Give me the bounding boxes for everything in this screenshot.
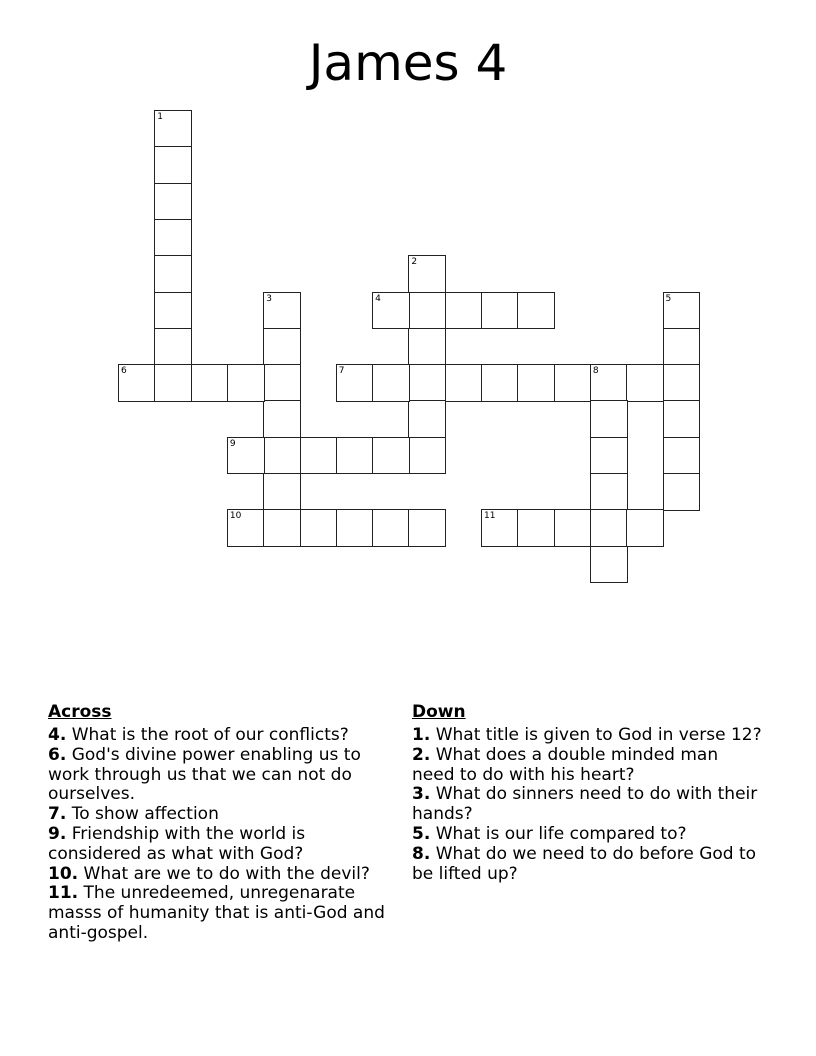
down-heading: Down — [412, 702, 466, 722]
cell-number: 8 — [592, 366, 599, 377]
down-clue — [412, 845, 762, 885]
grid-cell[interactable] — [663, 292, 701, 330]
grid-cell[interactable] — [408, 509, 446, 547]
grid-cell[interactable] — [590, 473, 628, 511]
grid-cell[interactable] — [445, 364, 483, 402]
grid-cell[interactable] — [300, 437, 338, 475]
clue-text: What do sinners need to do with their hands? — [412, 784, 758, 825]
cell-number: 1 — [157, 112, 164, 122]
grid-cell[interactable] — [481, 364, 519, 402]
clue-number: 11. — [48, 883, 79, 904]
clue-text: What do we need to do before God to be lifted up? — [412, 843, 757, 884]
grid-cell[interactable] — [517, 292, 555, 330]
grid-cell[interactable] — [154, 219, 192, 257]
grid-cell[interactable] — [517, 364, 555, 402]
grid-cell[interactable] — [372, 509, 410, 547]
down-clues — [412, 702, 762, 884]
grid-cell[interactable] — [590, 437, 628, 475]
across-heading: Across — [48, 702, 112, 722]
across-clue — [48, 825, 400, 865]
grid-cell[interactable] — [154, 364, 192, 402]
cell-number: 2 — [411, 257, 418, 268]
grid-cell[interactable] — [336, 509, 374, 547]
grid-cell[interactable] — [590, 364, 628, 402]
grid-cell[interactable] — [663, 473, 701, 511]
cell-number: 6 — [121, 366, 127, 377]
across-clue — [48, 884, 400, 943]
clue-text: What are we to do with the devil? — [83, 863, 370, 884]
grid-cell[interactable] — [191, 364, 229, 402]
grid-cell[interactable] — [372, 292, 410, 330]
clue-number: 3. — [412, 784, 431, 805]
grid-cell[interactable] — [372, 364, 410, 402]
down-clue — [412, 746, 762, 786]
grid-cell[interactable] — [481, 292, 519, 330]
cell-number: 9 — [229, 438, 236, 449]
grid-cell[interactable] — [263, 437, 301, 475]
grid-cell[interactable] — [408, 328, 446, 366]
grid-cell[interactable] — [445, 292, 483, 330]
grid-cell[interactable] — [118, 364, 156, 402]
clue-number: 6. — [48, 744, 67, 765]
grid-cell[interactable] — [663, 400, 701, 438]
down-clue — [412, 726, 762, 746]
clue-number: 8. — [412, 843, 431, 864]
grid-cell[interactable] — [154, 183, 192, 221]
clue-text: What title is given to God in verse 12? — [435, 725, 762, 745]
grid-cell[interactable] — [590, 509, 628, 547]
grid-cell[interactable] — [227, 364, 265, 402]
grid-cell[interactable] — [154, 146, 192, 184]
clue-number: 9. — [48, 823, 67, 844]
grid-cell[interactable] — [263, 328, 301, 366]
grid-cell[interactable] — [154, 292, 192, 330]
clue-text: What is the root of our conflicts? — [71, 725, 349, 745]
grid-cell[interactable] — [263, 292, 301, 330]
grid-cell[interactable] — [227, 437, 265, 475]
grid-cell[interactable] — [263, 400, 301, 438]
grid-cell[interactable] — [663, 437, 701, 475]
clue-number: 10. — [48, 863, 79, 884]
grid-cell[interactable] — [263, 364, 301, 402]
grid-cell[interactable] — [154, 255, 192, 293]
clue-number: 1. — [412, 725, 431, 745]
clue-number: 7. — [48, 804, 67, 825]
grid-cell[interactable] — [263, 473, 301, 511]
grid-cell[interactable] — [590, 546, 628, 584]
down-clue — [412, 825, 762, 845]
grid-cell[interactable] — [408, 400, 446, 438]
clue-text: The unredeemed, unregenarate masss of humanity that is anti-God and anti-gospel. — [48, 883, 385, 943]
grid-cell[interactable] — [227, 509, 265, 547]
grid-cell[interactable] — [154, 110, 192, 148]
cell-number: 5 — [665, 293, 672, 304]
grid-cell[interactable] — [408, 255, 446, 293]
cell-number: 3 — [266, 293, 272, 304]
cell-number: 4 — [375, 293, 381, 304]
clue-number: 5. — [412, 823, 431, 844]
grid-cell[interactable] — [408, 292, 446, 330]
grid-cell[interactable] — [336, 364, 374, 402]
grid-cell[interactable] — [481, 509, 519, 547]
cell-number: 10 — [229, 511, 242, 522]
grid-cell[interactable] — [554, 509, 592, 547]
clue-text: What does a double minded man need to do with his heart? — [412, 744, 719, 785]
grid-cell[interactable] — [300, 509, 338, 547]
grid-cell[interactable] — [154, 328, 192, 366]
grid-cell[interactable] — [554, 364, 592, 402]
cell-number: 7 — [338, 366, 345, 377]
grid-cell[interactable] — [408, 437, 446, 475]
grid-cell[interactable] — [626, 364, 664, 402]
clue-text: To show affection — [71, 804, 219, 825]
across-clue — [48, 726, 400, 746]
clue-number: 2. — [412, 744, 431, 765]
grid-cell[interactable] — [626, 509, 664, 547]
across-clue — [48, 746, 400, 805]
grid-cell[interactable] — [336, 437, 374, 475]
grid-cell[interactable] — [408, 364, 446, 402]
grid-cell[interactable] — [372, 437, 410, 475]
across-clues — [48, 702, 400, 944]
grid-cell[interactable] — [263, 509, 301, 547]
grid-cell[interactable] — [590, 400, 628, 438]
clue-text: God's divine power enabling us to work through us that we can not do ourselves. — [48, 744, 361, 805]
page-title: James 4 — [308, 34, 508, 92]
clue-text: Friendship with the world is considered as what with God? — [48, 823, 306, 864]
clue-number: 4. — [48, 725, 67, 745]
across-clue — [48, 865, 400, 885]
grid-cell[interactable] — [663, 328, 701, 366]
grid-cell[interactable] — [517, 509, 555, 547]
across-clue — [48, 805, 400, 825]
grid-cell[interactable] — [663, 364, 701, 402]
cell-number: 11 — [484, 511, 496, 522]
clue-text: What is our life compared to? — [435, 823, 687, 844]
down-clue — [412, 785, 762, 825]
